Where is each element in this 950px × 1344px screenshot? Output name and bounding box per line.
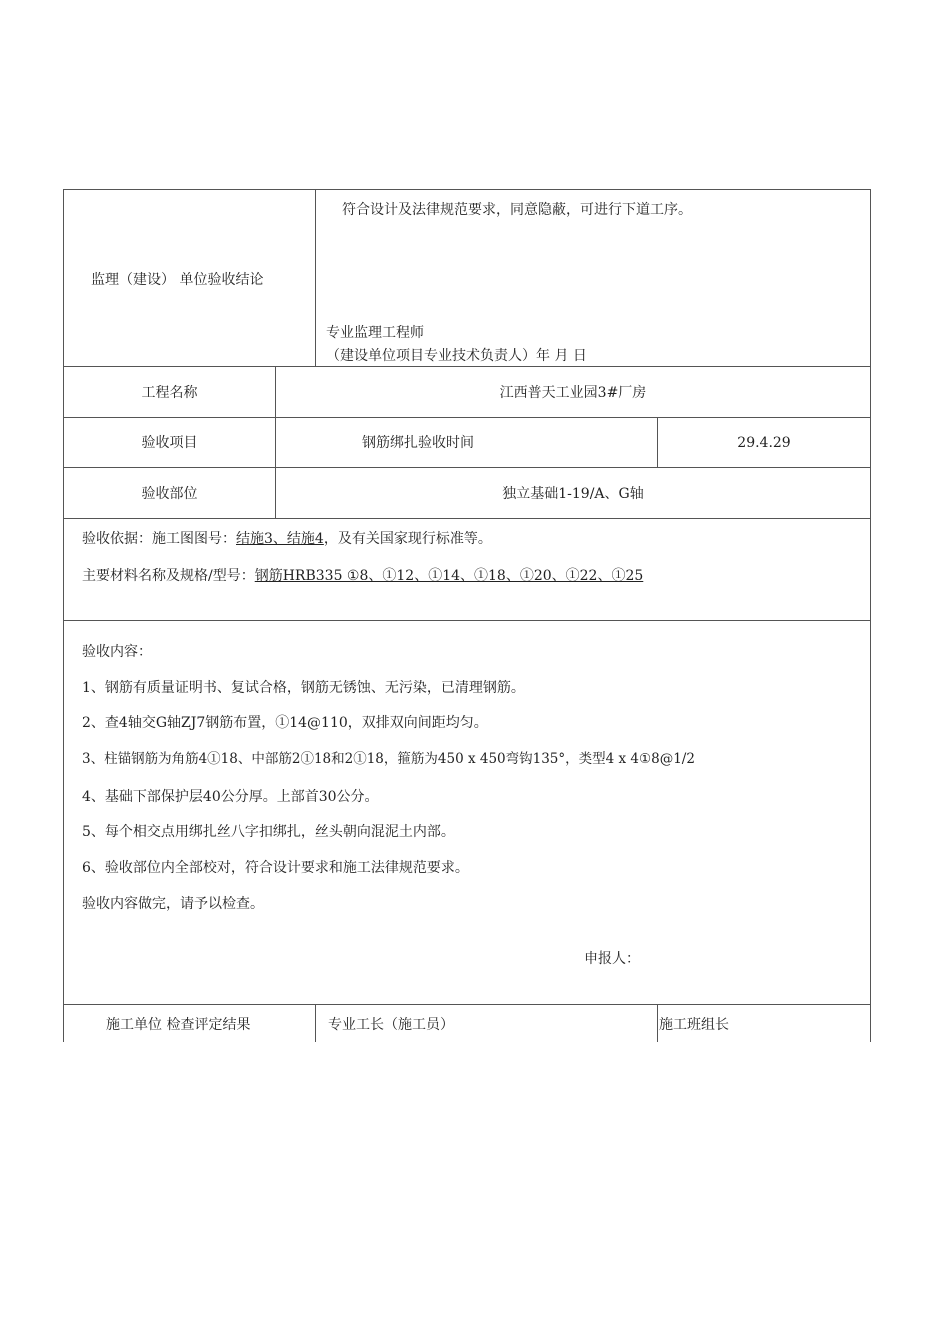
inspection-item-label: 验收项目: [141, 435, 198, 451]
content-item: 6、验收部位内全部校对，符合设计要求和施工法律规范要求。: [82, 860, 469, 876]
inspection-location-value: 独立基础1-19/A、G轴: [502, 486, 644, 502]
table-border-left: [63, 189, 64, 1042]
row-divider: [63, 467, 871, 468]
column-divider: [315, 189, 316, 366]
drawing-numbers: 结施3、结施4: [236, 531, 324, 547]
row-divider: [63, 620, 871, 621]
basis-suffix: ，及有关国家现行标准等。: [323, 531, 492, 547]
construction-unit-label: 施工单位 检查评定结果: [106, 1017, 251, 1033]
material-value: 钢筋HRB335 ①8、①12、①14、①18、①20、①22、①25: [254, 568, 644, 584]
row-divider: [63, 1004, 871, 1005]
table-border-right: [870, 189, 871, 1042]
inspection-item-value: 钢筋绑扎验收时间: [362, 435, 474, 451]
inspection-basis: [82, 530, 492, 548]
supervision-conclusion: 符合设计及法律规范要求，同意隐蔽，可进行下道工序。: [342, 202, 692, 218]
content-heading: 验收内容：: [82, 644, 152, 660]
row-divider: [63, 518, 871, 519]
project-name-label: 工程名称: [141, 385, 198, 401]
column-divider: [657, 1004, 658, 1042]
column-divider: [315, 1004, 316, 1042]
supervising-engineer-label: 专业监理工程师: [326, 325, 424, 341]
inspection-time-value: 29.4.29: [737, 435, 791, 451]
owner-representative-date: （建设单位项目专业技术负责人）年 月 日: [326, 348, 587, 364]
material-spec: [82, 567, 643, 585]
project-name-value: 江西普天工业园3#厂房: [499, 385, 647, 401]
foreman-label: 专业工长（施工员）: [328, 1017, 454, 1033]
content-item: 2、查4轴交G轴ZJ7钢筋布置，①14@110，双排双向间距均匀。: [82, 715, 488, 731]
team-leader-label: 施工班组长: [659, 1017, 729, 1033]
content-closing: 验收内容做完，请予以检查。: [82, 896, 264, 912]
supervision-label: 监理（建设） 单位验收结论: [91, 272, 264, 288]
material-prefix: 主要材料名称及规格/型号：: [82, 568, 255, 584]
content-item: 1、钢筋有质量证明书、复试合格，钢筋无锈蚀、无污染，已清理钢筋。: [82, 680, 525, 696]
content-item: 5、每个相交点用绑扎丝八字扣绑扎，丝头朝向混泥土内部。: [82, 824, 455, 840]
inspection-location-label: 验收部位: [141, 486, 198, 502]
row-divider: [63, 417, 871, 418]
applicant-label: 申报人：: [584, 951, 640, 967]
basis-prefix: 验收依据：施工图图号：: [82, 531, 236, 547]
table-border-top: [63, 189, 871, 190]
row-divider: [63, 366, 871, 367]
content-item: 3、柱锚钢筋为角筋4①18、中部筋2①18和2①18，箍筋为450 x 450弯钩135°，类型4 x 4①8@1/2: [82, 751, 695, 767]
content-item: 4、基础下部保护层40公分厚。上部首30公分。: [82, 789, 379, 805]
